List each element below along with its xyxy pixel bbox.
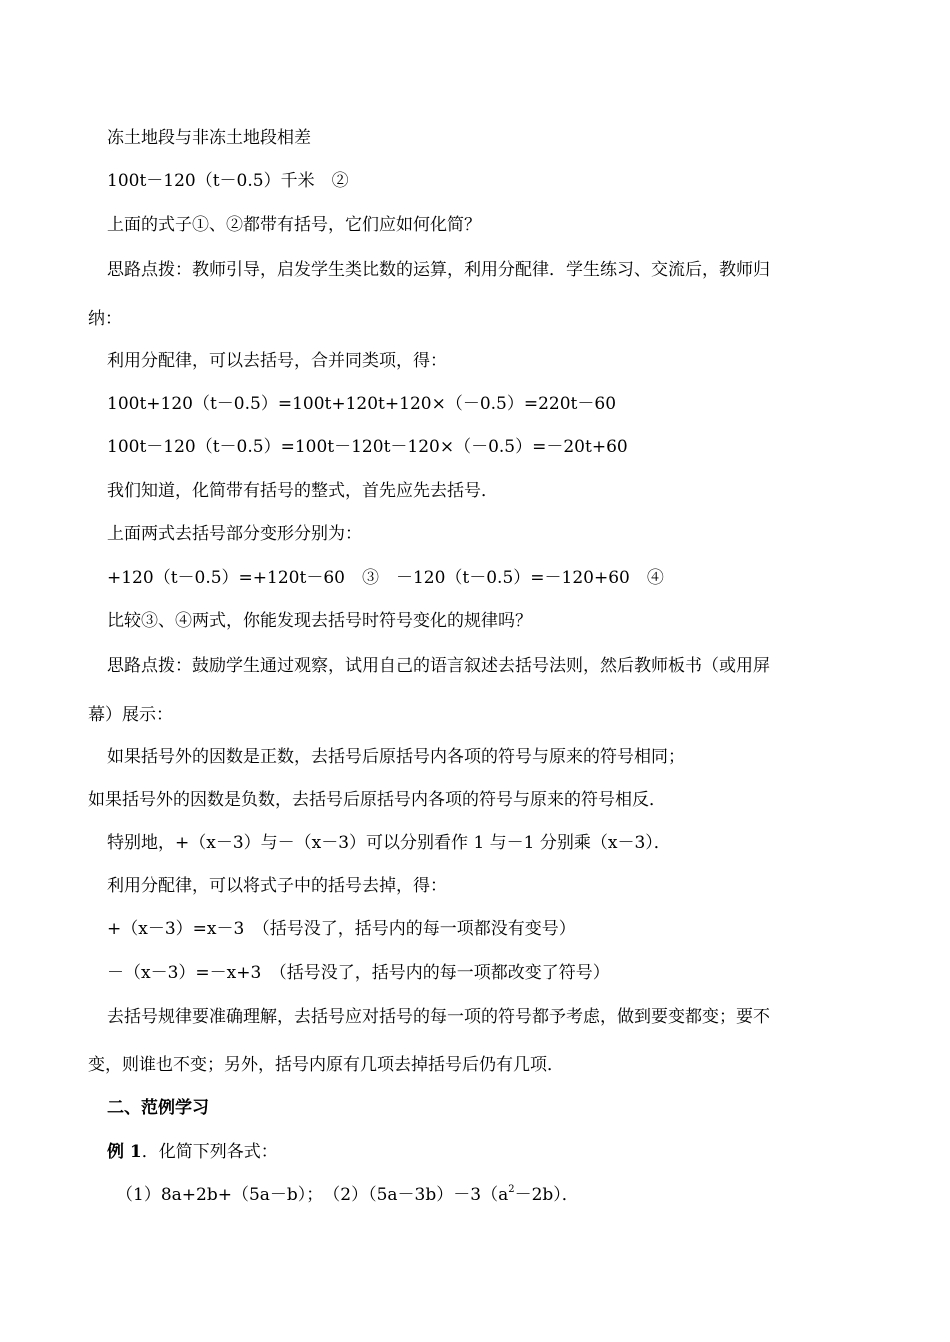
example-expression bbox=[116, 1183, 579, 1207]
rule-line: 如果括号外的因数是负数，去括号后原括号内各项的符号与原来的符号相反． bbox=[88, 790, 666, 810]
text-line: 比较③、④两式，你能发现去括号时符号变化的规律吗？ bbox=[107, 611, 532, 631]
rule-line: 如果括号外的因数是正数，去括号后原括号内各项的符号与原来的符号相同； bbox=[107, 747, 685, 767]
text-line: 变，则谁也不变；另外，括号内原有几项去掉括号后仍有几项． bbox=[88, 1055, 564, 1075]
expression-part: －2b）． bbox=[514, 1185, 579, 1205]
text-line: 利用分配律，可以去括号，合并同类项，得： bbox=[107, 351, 447, 371]
example-label: 例 1 bbox=[107, 1142, 142, 1162]
section-heading: 二、范例学习 bbox=[107, 1098, 209, 1118]
exponent: 2 bbox=[508, 1184, 515, 1196]
equation-line: －（x－3）=－x+3 （括号没了，括号内的每一项都改变了符号） bbox=[107, 963, 610, 983]
text-line: 特别地，+（x－3）与－（x－3）可以分别看作 1 与－1 分别乘（x－3）． bbox=[107, 833, 671, 853]
text-line: 冻土地段与非冻土地段相差 bbox=[107, 128, 311, 148]
text-line: 上面的式子①、②都带有括号，它们应如何化简？ bbox=[107, 215, 481, 235]
equation-line: +120（t－0.5）=+120t－60 ③ －120（t－0.5）=－120+60 ④ bbox=[107, 568, 664, 588]
text-line: 上面两式去括号部分变形分别为： bbox=[107, 524, 362, 544]
equation-line: 100t－120（t－0.5）千米 ② bbox=[107, 171, 349, 191]
equation-line: 100t+120（t－0.5）=100t+120t+120×（－0.5）=220t－60 bbox=[107, 394, 617, 414]
text-line: 去括号规律要准确理解，去括号应对括号的每一项的符号都予考虑，做到要变都变；要不 bbox=[107, 1007, 770, 1027]
text-line: 纳： bbox=[88, 309, 122, 329]
text-line: 我们知道，化简带有括号的整式，首先应先去括号． bbox=[107, 481, 498, 501]
text-line: 思路点拨：鼓励学生通过观察，试用自己的语言叙述去括号法则，然后教师板书（或用屏 bbox=[107, 656, 770, 676]
equation-line: +（x－3）=x－3 （括号没了，括号内的每一项都没有变号） bbox=[107, 919, 576, 939]
text-line: 思路点拨：教师引导，启发学生类比数的运算，利用分配律．学生练习、交流后，教师归 bbox=[107, 260, 770, 280]
example-text: ．化简下列各式： bbox=[141, 1142, 278, 1162]
text-line: 利用分配律，可以将式子中的括号去掉，得： bbox=[107, 876, 447, 896]
expression-part: （1）8a+2b+（5a－b）； （2）（5a－3b）－3（a bbox=[116, 1185, 509, 1205]
example-line bbox=[107, 1140, 278, 1164]
text-line: 幕）展示： bbox=[88, 705, 173, 725]
equation-line: 100t－120（t－0.5）=100t－120t－120×（－0.5）=－20t+60 bbox=[107, 437, 628, 457]
